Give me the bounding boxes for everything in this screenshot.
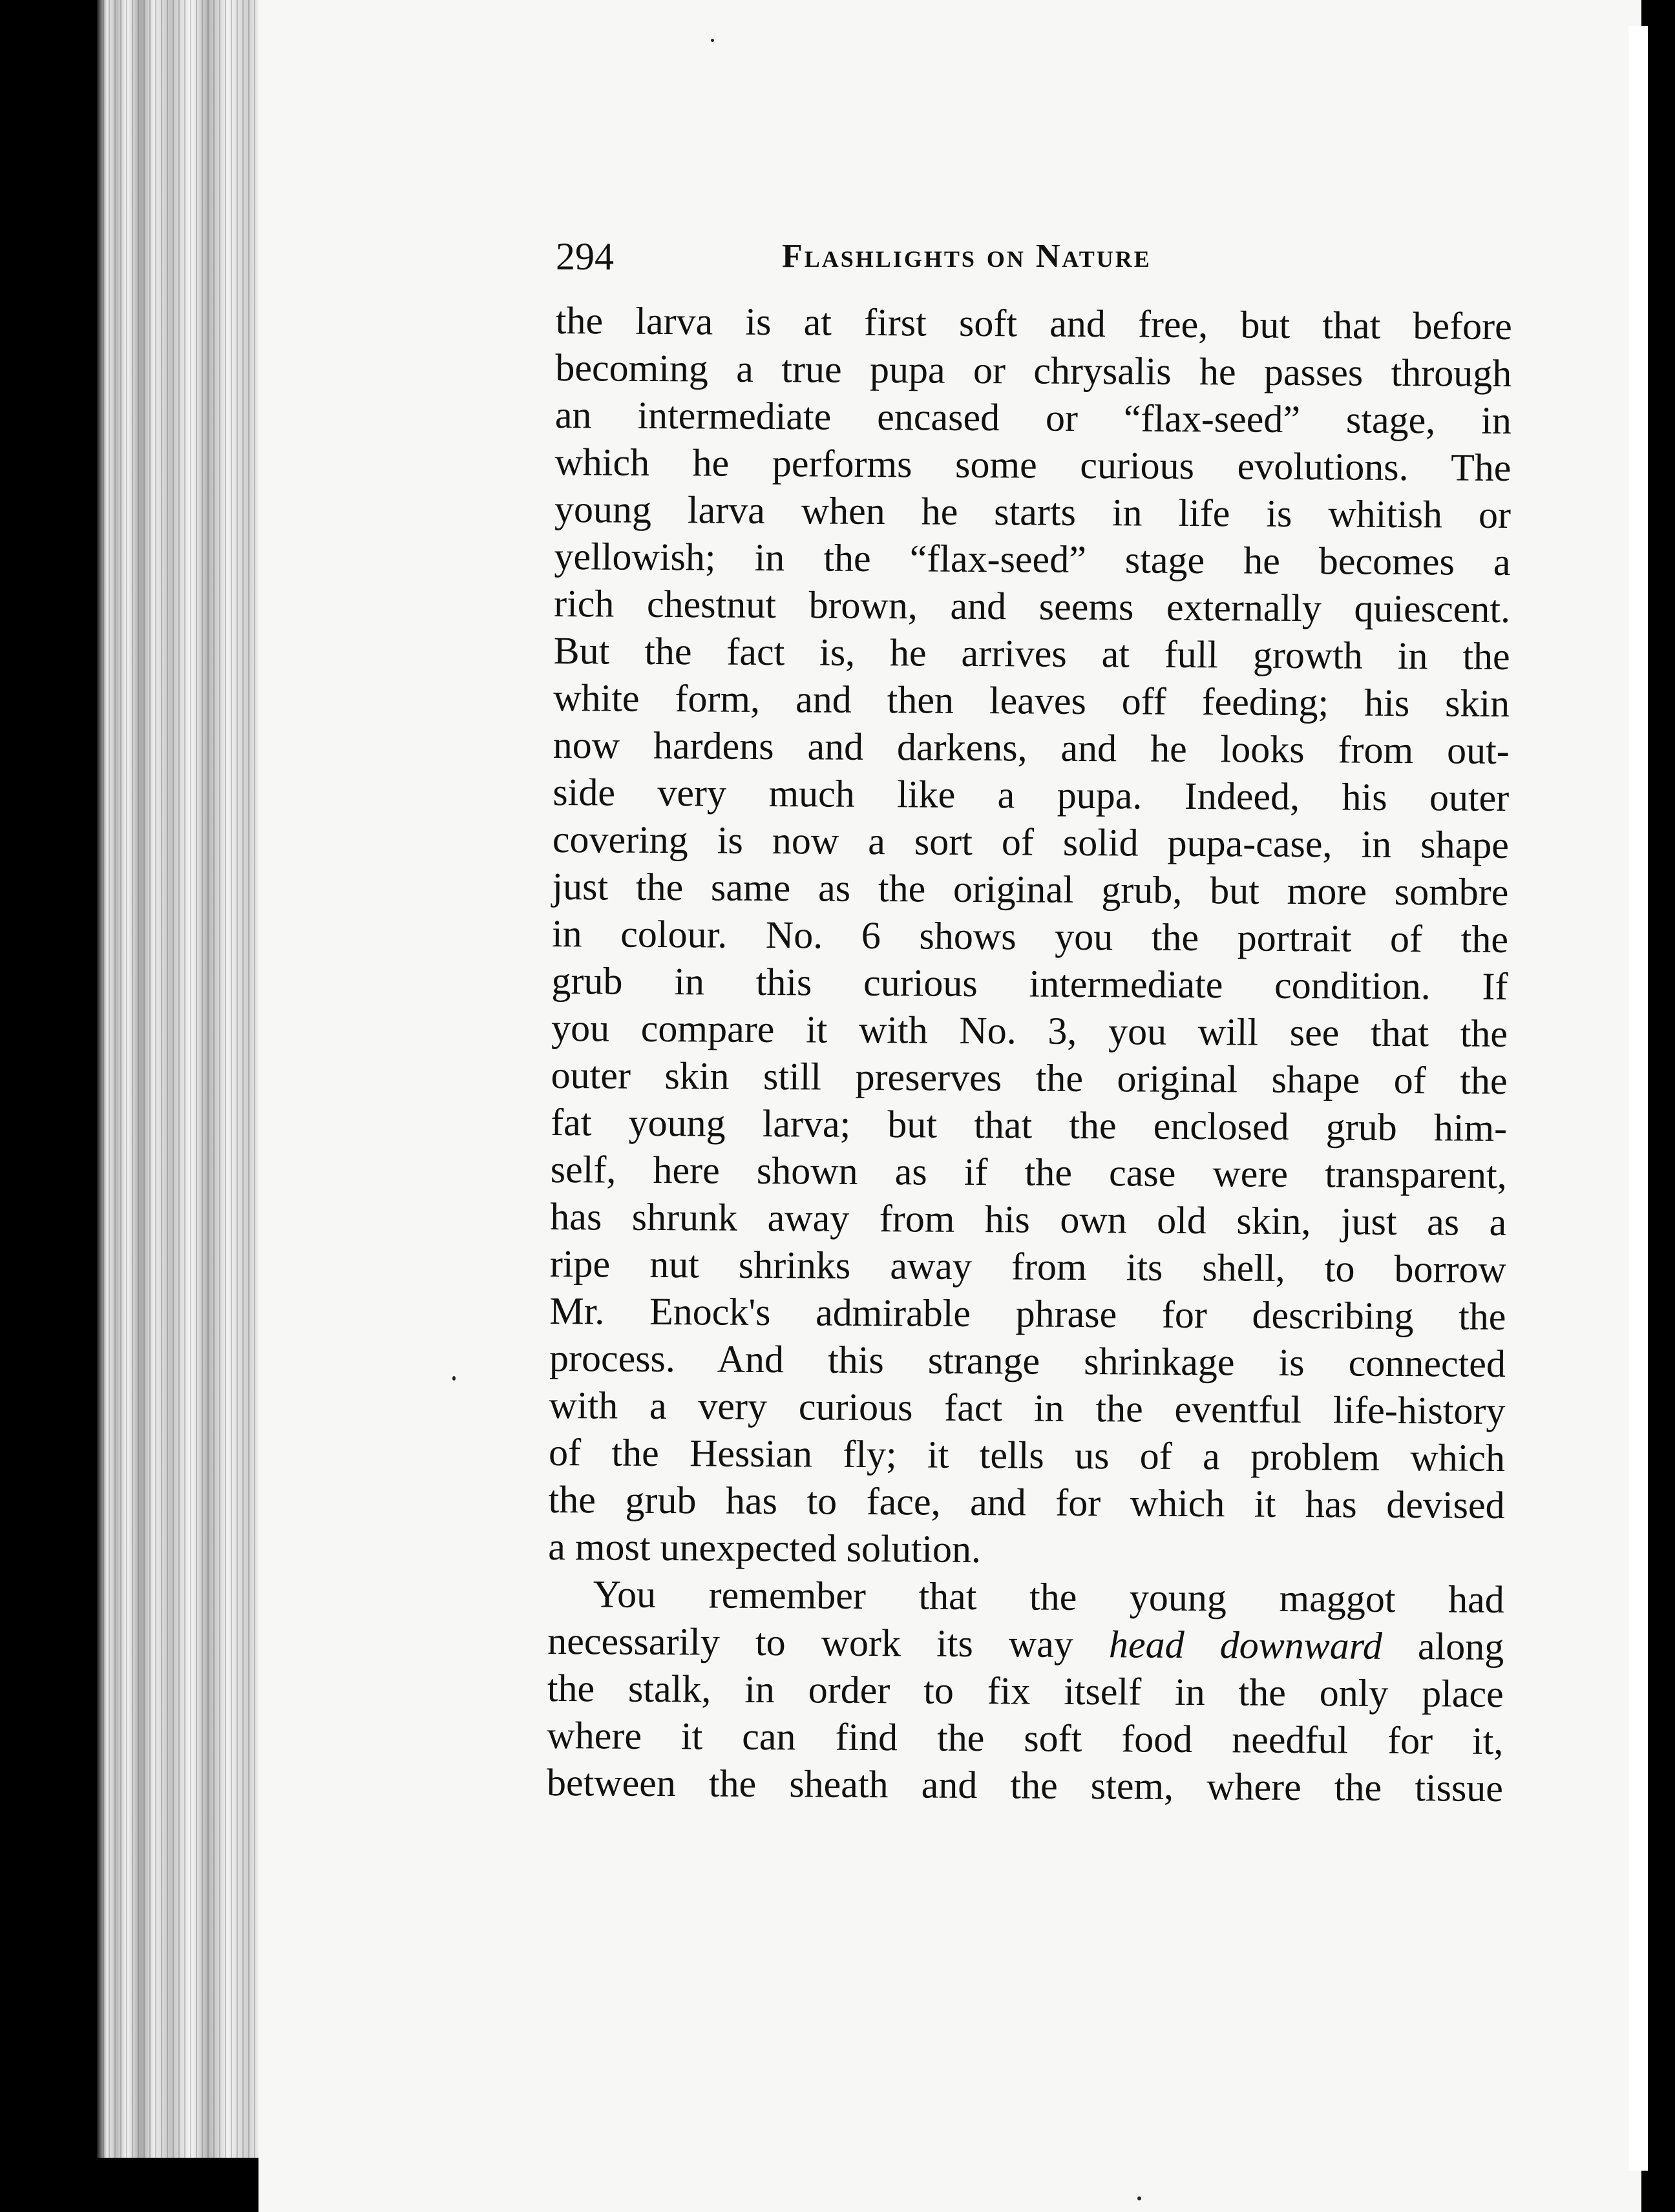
text-line: grub in this curious intermediate condition. If — [551, 959, 1508, 1008]
running-head — [556, 227, 1292, 286]
text-line: has shrunk away from his own old skin, just as a — [550, 1195, 1507, 1244]
text-line: white form, and then leaves off feeding; his skin — [553, 676, 1510, 725]
body-text — [547, 297, 1512, 1812]
text-line: the stalk, in order to fix itself in the only place — [547, 1666, 1504, 1715]
text-line: a most unexpected solution. — [547, 1525, 982, 1571]
page-right-margin — [1628, 26, 1648, 2171]
page-edge-lines — [97, 0, 265, 2158]
paragraph-first-line: You remember that the young maggot had — [593, 1572, 1504, 1622]
text-line: an intermediate encased or “flax-seed” stage, in — [554, 393, 1512, 443]
text-line: self, here shown as if the case were transparent, — [550, 1147, 1507, 1197]
text-line: in colour. No. 6 shows you the portrait of the — [551, 912, 1509, 961]
text-run: along — [1382, 1624, 1504, 1669]
text-line: the larva is at first soft and free, but that before — [555, 298, 1512, 348]
dust-speck — [1137, 2196, 1141, 2200]
dust-speck — [711, 39, 714, 42]
text-line: young larva when he starts in life is whitish or — [554, 487, 1512, 537]
text-line: where it can find the soft food needful for it, — [547, 1713, 1504, 1762]
text-run: necessarily to work its way — [547, 1619, 1110, 1666]
text-line: outer skin still preserves the original shape of the — [551, 1053, 1508, 1103]
text-line: fat young larva; but that the enclosed grub him- — [550, 1100, 1508, 1150]
text-line: covering is now a sort of solid pupa-case, in shape — [552, 817, 1510, 867]
running-title: Flashlights on Nature — [782, 238, 1152, 275]
text-line: you compare it with No. 3, you will see that the — [551, 1006, 1508, 1056]
dust-speck — [452, 1376, 456, 1381]
text-line: which he performs some curious evolutions. The — [554, 440, 1512, 490]
text-line: now hardens and darkens, and he looks from out- — [553, 723, 1510, 773]
text-line: Mr. Enock's admirable phrase for describing the — [549, 1289, 1506, 1339]
italic-phrase: head downward — [1108, 1623, 1383, 1667]
text-line: of the Hessian fly; it tells us of a problem which — [548, 1430, 1506, 1480]
text-line: But the fact is, he arrives at full growth in the — [553, 629, 1510, 678]
text-line: rich chestnut brown, and seems externally quiescent. — [553, 581, 1511, 631]
text-line: becoming a true pupa or chrysalis he passes through — [555, 346, 1512, 395]
text-line: process. And this strange shrinkage is connected — [549, 1336, 1506, 1386]
text-line: between the sheath and the stem, where the tissue — [546, 1760, 1504, 1810]
text-line: just the same as the original grub, but more sombre — [552, 864, 1509, 914]
text-line — [547, 1618, 1504, 1671]
text-line: side very much like a pupa. Indeed, his outer — [553, 770, 1510, 820]
text-line: the grub has to face, and for which it has devised — [548, 1477, 1505, 1527]
text-line: yellowish; in the “flax-seed” stage he becomes a — [554, 534, 1511, 584]
text-line: with a very curious fact in the eventful life-history — [549, 1383, 1506, 1433]
page-number: 294 — [556, 235, 614, 278]
text-line: ripe nut shrinks away from its shell, to borrow — [549, 1242, 1507, 1291]
